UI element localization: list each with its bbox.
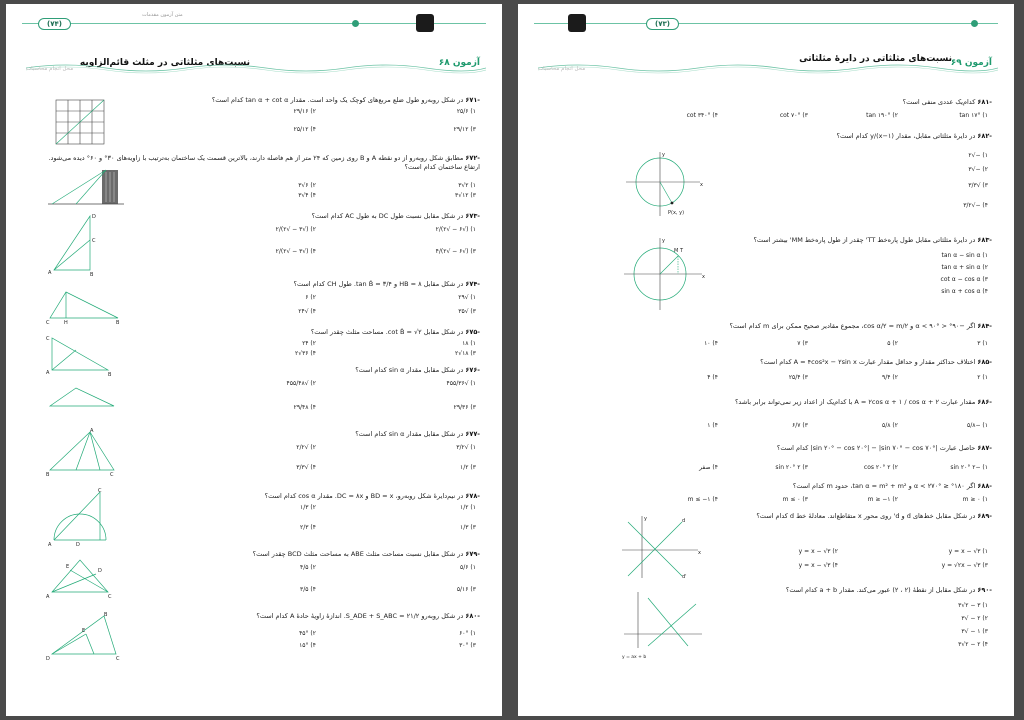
right-exam-label: آزمون ۶۹: [950, 58, 992, 68]
triangle-figure-673: [46, 210, 110, 276]
option-1[interactable]: ۱) (√۶ − √۲)/۲: [435, 226, 476, 233]
options-681: [648, 112, 988, 122]
question-text: در شکل مقابل از نقطهٔ (۲ ، ۲) عبور می‌کند. مقدار a + b کدام است؟: [785, 586, 976, 594]
option-4[interactable]: ۴) ۳۶√۲: [295, 350, 316, 357]
option-4[interactable]: ۴) (√۳ − √۲)/۲: [275, 248, 316, 255]
options-689: [678, 548, 988, 572]
option-4[interactable]: ۴) ۱: [707, 422, 718, 429]
question-text: در نیم‌دایرهٔ شکل روبه‌رو، BD = x و DC = ۸x. مقدار cos α کدام است؟: [264, 492, 464, 500]
svg-text:C: C: [116, 656, 120, 662]
option-2[interactable]: ۲) −√۳: [968, 166, 988, 173]
option-1[interactable]: ۱) y = x − √۳: [948, 548, 988, 555]
question-text: در شکل روبه‌رو طول ضلع مربع‌های کوچک یک واحد است. مقدار tan α + cot α کدام است؟: [211, 96, 464, 104]
question-673: [150, 212, 480, 220]
lines-figure-689: [618, 514, 702, 580]
option-4[interactable]: ۴) ۲ − ۲√۳: [958, 641, 988, 648]
question-number: -۶۸۲: [977, 132, 992, 140]
option-3[interactable]: ۳) √۳۵: [458, 308, 476, 315]
svg-text:A: A: [90, 428, 94, 434]
option-4[interactable]: ۴) ۲۹/۴۸: [293, 404, 316, 411]
option-1[interactable]: ۱) tan ۱۷°: [959, 112, 988, 119]
option-4[interactable]: ۴) √۲۴: [298, 308, 316, 315]
question-number: -۶۸۰: [465, 612, 480, 620]
svg-text:T: T: [680, 248, 684, 254]
question-text: حاصل عبارت |sin ۲۰° − cos ۲۰°| − |sin ۷۰° − cos ۷۰°| کدام است؟: [776, 444, 976, 452]
question-686: [612, 398, 992, 406]
question-number: -۶۸۷: [977, 444, 992, 452]
option-2[interactable]: ۲) ۲۹/۱۶: [293, 108, 316, 115]
option-2[interactable]: ۲) ۲ − √۳: [961, 615, 988, 622]
options-680: [156, 630, 476, 652]
triangle-figure-675: [46, 332, 116, 376]
left-page-title: نسبت‌های مثلثاتی در مثلث قائم‌الزاویه: [79, 58, 250, 68]
svg-text:B: B: [104, 612, 108, 618]
svg-text:C: C: [110, 472, 114, 476]
option-1[interactable]: ۱) ۲: [977, 374, 988, 381]
question-text: در شکل مقابل مقدار sin α کدام است؟: [355, 430, 464, 438]
option-3[interactable]: ۳) ۱۲√۳: [455, 192, 476, 199]
option-3[interactable]: ۳) ۲۵/۴: [788, 374, 808, 381]
question-text: در شکل مقابل HB = ۸ و tan B̂ = ۳/۴. طول CH کدام است؟: [293, 280, 464, 288]
options-679: [156, 564, 476, 604]
question-text: در شکل مقابل خط‌های d و d' روی محور x متقاطع‌اند. معادلهٔ خط d کدام است؟: [756, 512, 976, 520]
options-685: [648, 374, 988, 384]
triangle-figure-679: [46, 552, 118, 600]
question-number: -۶۷۲: [465, 154, 480, 162]
options-686: [648, 422, 988, 434]
question-number: -۶۷۳: [465, 212, 480, 220]
question-679: [150, 550, 480, 558]
svg-text:C: C: [46, 336, 50, 342]
question-676: [150, 366, 480, 374]
option-4[interactable]: ۴) ۱۵°: [299, 642, 316, 649]
question-number: -۶۹۰: [977, 586, 992, 594]
option-3[interactable]: ۳) ۲ sin ۲۰°: [775, 464, 808, 471]
option-2[interactable]: ۲) tan α + sin α: [941, 264, 988, 271]
svg-text:M: M: [674, 248, 679, 254]
svg-text:D: D: [76, 542, 80, 548]
options-677: [156, 444, 476, 480]
question-681: [632, 98, 992, 106]
option-2[interactable]: ۲) m ≥ −۱: [867, 496, 898, 503]
options-673: [156, 226, 476, 266]
option-4[interactable]: ۴) ۴: [707, 374, 718, 381]
triangle-figure-674: [46, 288, 122, 324]
option-3[interactable]: ۳) (√۶ − √۲)/۴: [435, 248, 476, 255]
publisher-logo: [416, 14, 434, 32]
question-684: [612, 322, 992, 330]
triangle-figure-676: [46, 384, 118, 412]
svg-text:H: H: [64, 320, 68, 324]
option-1[interactable]: ۱) ۳ − ۲√۳: [958, 602, 988, 609]
right-page-title: نسبت‌های مثلثاتی در دایرهٔ مثلثاتی: [799, 54, 952, 64]
option-1[interactable]: ۱) √۲۹: [458, 294, 476, 301]
options-676: [156, 380, 476, 424]
question-number: -۶۸۸: [977, 482, 992, 490]
unit-circle-figure-682: [618, 150, 708, 220]
svg-text:x: x: [698, 550, 701, 556]
right-top-band: [534, 18, 998, 30]
question-text: مطابق شکل روبه‌رو از دو نقطه A و B روی زمین که ۲۴ متر از هم فاصله دارند، بالاترین قسمت یک ساختمان به‌ترتیب با زاویه‌های ۳۰° و ۶۰° دیده می‌شود. ارتفاع ساختمان کدام است؟: [48, 154, 480, 171]
question-number: -۶۷۵: [465, 328, 480, 336]
question-number: -۶۸۳: [977, 236, 992, 244]
option-4[interactable]: ۴) ۳/۵: [300, 586, 316, 593]
option-4[interactable]: ۴) ۲/۳: [300, 524, 316, 531]
options-678: [156, 504, 476, 540]
svg-text:d: d: [682, 518, 686, 524]
question-number: -۶۷۶: [465, 366, 480, 374]
question-text: در شکل مقابل مقدار sin α کدام است؟: [355, 366, 464, 374]
question-text: در شکل مقابل نسبت طول DC به طول AC کدام است؟: [311, 212, 464, 220]
right-title-wave: [538, 62, 998, 74]
option-4[interactable]: ۴) cot ۳۴۰°: [686, 112, 718, 119]
question-number: -۶۸۴: [977, 322, 992, 330]
question-text: در دایرهٔ مثلثاتی مقابل، مقدار y/(x−۱) کدام است؟: [836, 132, 976, 140]
option-3[interactable]: ۳) ۲۹/۳۶: [453, 404, 476, 411]
question-678: [150, 492, 480, 500]
option-2[interactable]: ۲) ۹/۴: [882, 374, 898, 381]
option-1[interactable]: ۱) tan α − sin α: [941, 252, 988, 259]
question-text: در شکل مقابل cot B̂ = √۲. مساحت مثلث چقدر است؟: [310, 328, 464, 336]
question-685: [612, 358, 992, 366]
svg-text:A: A: [46, 370, 50, 376]
options-687: [648, 464, 988, 474]
lines-figure-690: [618, 588, 708, 660]
svg-text:d': d': [682, 574, 687, 580]
semicircle-figure-678: [46, 486, 116, 548]
option-3[interactable]: ۳) ۱ − √۳: [961, 628, 988, 635]
option-3[interactable]: ۳) ۱/۳: [460, 524, 476, 531]
grid-figure-671: [50, 96, 112, 148]
question-675: [150, 328, 480, 336]
option-1[interactable]: ۱) ۱/۲: [460, 504, 476, 511]
question-text: اختلاف حداکثر مقدار و حداقل مقدار عبارت A = ۴cos²x − ۲sin x کدام است؟: [760, 358, 976, 366]
option-4[interactable]: ۴) −√۳/۲: [963, 202, 988, 209]
options-674: [156, 294, 476, 324]
options-690: [818, 602, 988, 656]
svg-text:E: E: [66, 564, 70, 570]
option-3[interactable]: ۳) cot ۷۰°: [779, 112, 808, 119]
question-number: -۶۸۱: [977, 98, 992, 106]
question-number: -۶۸۹: [977, 512, 992, 520]
option-2[interactable]: ۲) ۵/۸: [882, 422, 898, 429]
question-677: [150, 430, 480, 438]
question-text: کدام‌یک عددی منفی است؟: [902, 98, 976, 106]
options-683: [818, 252, 988, 302]
option-2[interactable]: ۲) ۴/۵: [300, 564, 316, 571]
option-2[interactable]: ۲) y = x − √۳: [798, 548, 838, 555]
option-4[interactable]: ۴) صفر: [699, 464, 718, 471]
svg-text:P(x, y): P(x, y): [668, 210, 685, 216]
left-exam-label: آزمون ۶۸: [438, 58, 480, 68]
option-1[interactable]: ۱) ۳: [977, 340, 988, 347]
question-text: اگر ۱۸۰° ≤ α < ۲۷۰° و tan α = m² + m²، حدود m کدام است؟: [792, 482, 976, 490]
svg-text:B: B: [46, 472, 50, 476]
option-1[interactable]: ۱) ۱۸: [462, 340, 476, 347]
option-2[interactable]: ۲) ۲۴: [302, 340, 316, 347]
svg-text:A: A: [48, 270, 52, 276]
option-1[interactable]: ۱) ۶۰°: [459, 630, 476, 637]
question-671: [150, 96, 480, 104]
option-2[interactable]: ۲) ۶√۳: [298, 182, 316, 189]
left-page: [6, 4, 502, 716]
question-text: در شکل روبه‌رو S_ADE + S_ABC = ۲۱/۲. اندازهٔ زاویهٔ حادهٔ A کدام است؟: [256, 612, 464, 620]
option-3[interactable]: ۳) ۳۰°: [459, 642, 476, 649]
svg-text:C: C: [108, 594, 112, 600]
right-calc-area-note: محل انجام محاسبات: [538, 66, 586, 72]
question-688: [612, 482, 992, 490]
option-1[interactable]: ۱) ۲√۳: [458, 182, 476, 189]
question-number: -۶۷۸: [465, 492, 480, 500]
left-calc-area-note: محل انجام محاسبات: [26, 66, 74, 72]
svg-text:A: A: [46, 594, 50, 600]
option-3[interactable]: ۳) ۷: [797, 340, 808, 347]
option-3[interactable]: ۳) ۵/۱۶: [456, 586, 476, 593]
option-3[interactable]: ۳) y = √۲x − √۳: [941, 562, 988, 569]
option-2[interactable]: ۲) √۴۵۵/۴۸: [286, 380, 316, 387]
option-4[interactable]: ۴) m ≤ −۱: [687, 496, 718, 503]
option-3[interactable]: ۳) ۱۸√۲: [455, 350, 476, 357]
unit-circle-figure-683: [618, 234, 708, 314]
option-2[interactable]: ۲) ۵: [887, 340, 898, 347]
question-674: [150, 280, 480, 288]
question-text: در شکل مقابل نسبت مساحت مثلث ABE به مساحت مثلث BCD چقدر است؟: [252, 550, 464, 558]
question-682: [632, 132, 992, 140]
options-688: [648, 496, 988, 506]
svg-text:y: y: [662, 152, 665, 158]
options-675: [156, 340, 476, 362]
left-header-faint: متن آزمون مقدمات: [142, 12, 183, 18]
option-1[interactable]: ۱) −√۲: [968, 152, 988, 159]
question-687: [612, 444, 992, 452]
question-number: -۶۸۶: [977, 398, 992, 406]
options-684: [648, 340, 988, 350]
question-text: اگر −۹۰° < α < ۹۰° و cos α/۲ = m/۲، مجموع مقادیر صحیح ممکن برای m کدام است؟: [729, 322, 976, 330]
question-number: -۶۷۹: [465, 550, 480, 558]
question-text: مقدار عبارت A = ۲cos α + ۱ / cos α + ۲ با کدام‌یک از اعداد زیر نمی‌تواند برابر باشد؟: [734, 398, 976, 406]
svg-text:B: B: [108, 372, 112, 376]
option-4[interactable]: ۴) ۲۵/۱۲: [293, 126, 316, 133]
left-page-number: (۷۴): [38, 18, 71, 30]
svg-text:C: C: [98, 488, 102, 494]
options-682: [818, 152, 988, 222]
svg-text:B: B: [90, 272, 94, 276]
svg-text:x: x: [700, 182, 703, 188]
option-3[interactable]: ۳) ۱/۲: [460, 464, 476, 471]
option-4[interactable]: ۴) √۳/۳: [296, 464, 316, 471]
building-figure-672: [46, 166, 126, 208]
option-3[interactable]: ۳) m ≤ ۰: [782, 496, 808, 503]
right-page-number: (۷۳): [646, 18, 679, 30]
option-2[interactable]: ۲) ۱/۳: [300, 504, 316, 511]
question-number: -۶۷۴: [465, 280, 480, 288]
svg-text:E: E: [82, 628, 86, 634]
svg-text:D: D: [92, 214, 96, 220]
option-3[interactable]: ۳) √۳/۳: [968, 182, 988, 189]
svg-text:A: A: [48, 542, 52, 548]
option-1[interactable]: ۱) ۲۵/۶: [456, 108, 476, 115]
triangle-figure-677: [46, 428, 118, 476]
svg-text:C: C: [46, 320, 50, 324]
svg-text:D: D: [46, 656, 50, 662]
svg-text:B: B: [116, 320, 120, 324]
publisher-logo: [568, 14, 586, 32]
triangle-figure-680: [46, 610, 122, 662]
option-4[interactable]: ۴) sin α + cos α: [941, 288, 988, 295]
option-3[interactable]: ۳) cot α − cos α: [940, 276, 988, 283]
option-4[interactable]: ۴) ۱۰: [704, 340, 718, 347]
option-1[interactable]: ۱) ۵/۶: [460, 564, 476, 571]
svg-text:D: D: [98, 568, 102, 574]
right-page: [518, 4, 1014, 716]
svg-text:y: y: [644, 516, 647, 522]
option-2[interactable]: ۲) √۲/۲: [296, 444, 316, 451]
svg-text:x: x: [702, 274, 705, 280]
option-1[interactable]: ۱) √۴۵۵/۳۶: [446, 380, 476, 387]
svg-text:y: y: [662, 238, 665, 244]
option-2[interactable]: ۲) ۴۵°: [299, 630, 316, 637]
option-1[interactable]: ۱) −۲ sin ۲۰°: [950, 464, 988, 471]
option-2[interactable]: ۲) ۲ cos ۲۰°: [863, 464, 898, 471]
question-number: -۶۸۵: [977, 358, 992, 366]
left-title-wave: [26, 62, 486, 74]
option-1[interactable]: ۱) √۳/۲: [456, 444, 476, 451]
option-3[interactable]: ۳) ۶/۷: [792, 422, 808, 429]
options-672: [156, 182, 476, 202]
question-text: در دایرهٔ مثلثاتی مقابل طول پاره‌خط TT' چقدر از طول پاره‌خط MM' بیشتر است؟: [753, 236, 976, 244]
svg-text:y = ax + b: y = ax + b: [622, 655, 647, 660]
option-4[interactable]: ۴) ۴√۳: [298, 192, 316, 199]
options-671: [156, 108, 476, 148]
option-3[interactable]: ۳) ۲۹/۱۲: [453, 126, 476, 133]
option-2[interactable]: ۲) ۶: [305, 294, 316, 301]
option-2[interactable]: ۲) tan ۱۹۰°: [866, 112, 898, 119]
svg-text:C: C: [92, 238, 96, 244]
question-680: [150, 612, 480, 620]
option-1[interactable]: ۱) −۵/۸: [967, 422, 988, 429]
question-number: -۶۷۱: [465, 96, 480, 104]
option-4[interactable]: ۴) y = x − √۳: [798, 562, 838, 569]
option-2[interactable]: ۲) (√۳ − √۲)/۲: [275, 226, 316, 233]
question-number: -۶۷۷: [465, 430, 480, 438]
option-1[interactable]: ۱) m ≥ ۰: [962, 496, 988, 503]
